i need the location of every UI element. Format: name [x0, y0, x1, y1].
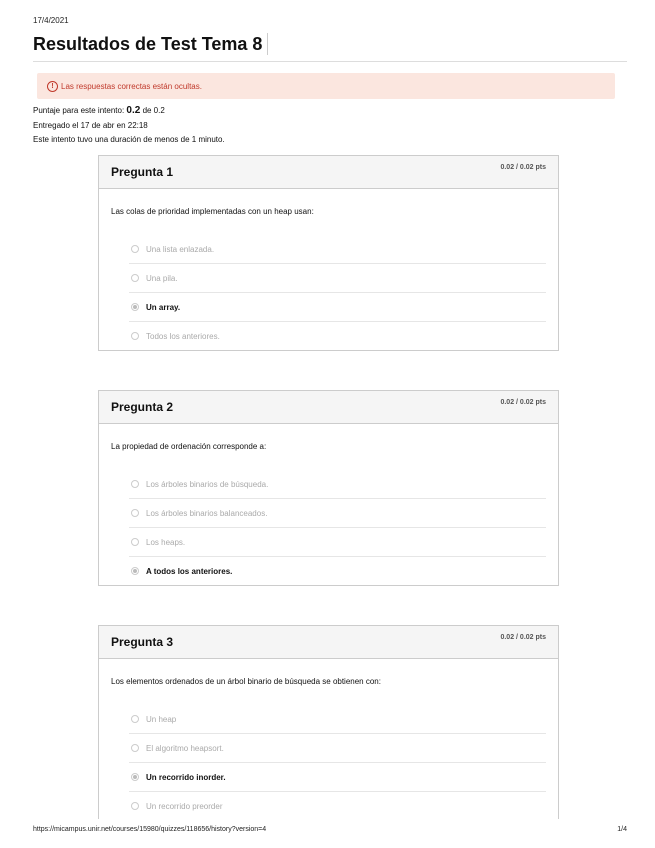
question-title: Pregunta 2	[111, 400, 174, 414]
answer-option-selected[interactable]	[129, 763, 546, 792]
question-text: Las colas de prioridad implementadas con un heap usan:	[111, 207, 314, 216]
radio-button[interactable]	[131, 538, 139, 546]
hidden-answers-alert	[37, 73, 615, 99]
title-divider	[33, 61, 627, 62]
radio-button[interactable]	[131, 480, 139, 488]
radio-button[interactable]	[131, 303, 139, 311]
question-points: 0.02 / 0.02 pts	[500, 634, 546, 641]
answer-option[interactable]	[129, 734, 546, 763]
radio-button[interactable]	[131, 245, 139, 253]
answer-option-selected[interactable]	[129, 557, 546, 585]
answer-option[interactable]	[129, 470, 546, 499]
duration-line: Este intento tuvo una duración de menos de 1 minuto.	[33, 135, 225, 144]
radio-button[interactable]	[131, 715, 139, 723]
answer-label: Los árboles binarios balanceados.	[146, 508, 268, 518]
radio-button[interactable]	[131, 802, 139, 810]
answer-option[interactable]	[129, 264, 546, 293]
score-label: Puntaje para este intento:	[33, 106, 125, 115]
answer-label: Una pila.	[146, 273, 178, 283]
answer-label: Los árboles binarios de búsqueda.	[146, 479, 269, 489]
answer-option[interactable]	[129, 322, 546, 350]
answer-option[interactable]	[129, 235, 546, 264]
answer-option[interactable]	[129, 499, 546, 528]
question-header	[99, 156, 558, 189]
page-title: Resultados de Test Tema 8	[33, 33, 268, 55]
answer-option[interactable]	[129, 705, 546, 734]
alert-text: Las respuestas correctas están ocultas.	[61, 81, 202, 91]
radio-button[interactable]	[131, 567, 139, 575]
answer-label: El algoritmo heapsort.	[146, 743, 224, 753]
answer-list	[129, 705, 546, 819]
score-line	[33, 105, 165, 116]
answer-label: Un recorrido preorder	[146, 801, 223, 811]
print-date: 17/4/2021	[33, 16, 69, 25]
question-card	[98, 155, 559, 351]
footer-url: https://micampus.unir.net/courses/15980/quizzes/118656/history?version=4	[33, 826, 267, 833]
radio-button[interactable]	[131, 773, 139, 781]
question-text: La propiedad de ordenación corresponde a:	[111, 442, 267, 451]
question-points: 0.02 / 0.02 pts	[500, 164, 546, 171]
radio-button[interactable]	[131, 744, 139, 752]
question-text: Los elementos ordenados de un árbol binario de búsqueda se obtienen con:	[111, 677, 381, 686]
answer-option[interactable]	[129, 792, 546, 819]
submitted-line: Entregado el 17 de abr en 22:18	[33, 121, 148, 130]
question-card	[98, 390, 559, 586]
radio-button[interactable]	[131, 274, 139, 282]
question-title: Pregunta 3	[111, 635, 174, 649]
answer-label: Los heaps.	[146, 537, 186, 547]
question-card	[98, 625, 559, 819]
answer-label: Una lista enlazada.	[146, 244, 215, 254]
score-value: 0.2	[126, 105, 141, 116]
answer-list	[129, 235, 546, 350]
radio-button[interactable]	[131, 332, 139, 340]
question-points: 0.02 / 0.02 pts	[500, 399, 546, 406]
footer-page-number: 1/4	[617, 826, 627, 833]
answer-label: Todos los anteriores.	[146, 331, 220, 341]
radio-button[interactable]	[131, 509, 139, 517]
question-header	[99, 626, 558, 659]
answer-list	[129, 470, 546, 585]
question-title: Pregunta 1	[111, 165, 174, 179]
answer-option-selected[interactable]	[129, 293, 546, 322]
question-header	[99, 391, 558, 424]
score-suffix: de 0.2	[142, 106, 165, 115]
answer-label: Un heap	[146, 714, 177, 724]
answer-label: Un array.	[146, 302, 181, 312]
answer-label: A todos los anteriores.	[146, 566, 233, 576]
alert-circle-icon: !	[47, 81, 58, 92]
answer-option[interactable]	[129, 528, 546, 557]
answer-label: Un recorrido inorder.	[146, 772, 226, 782]
